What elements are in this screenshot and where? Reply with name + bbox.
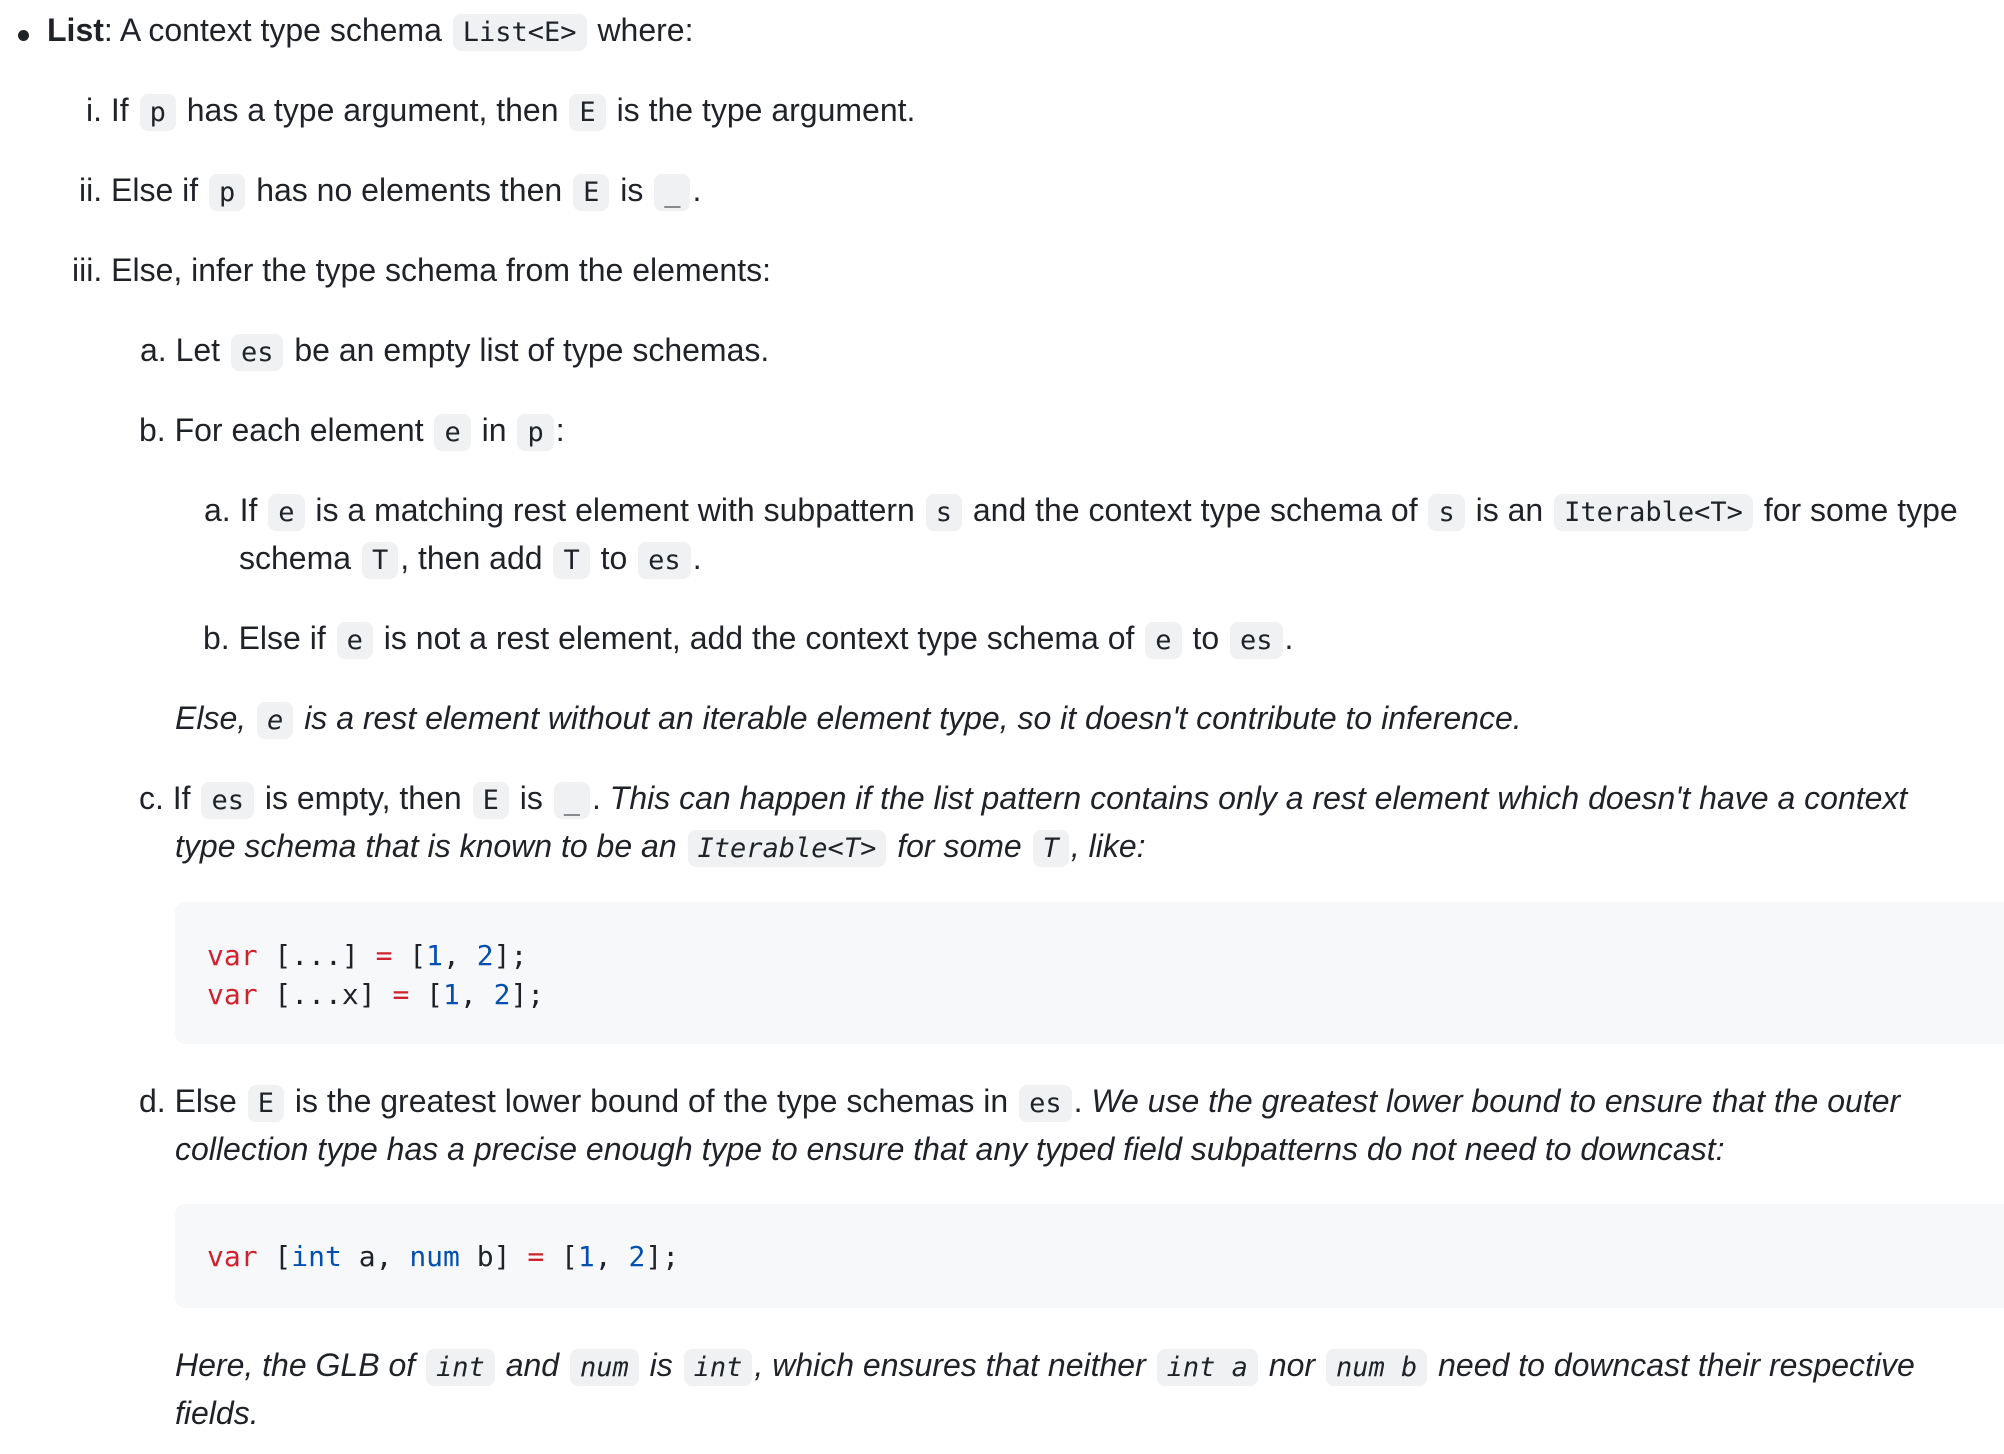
list-lead-text: : A context type schema [103, 12, 442, 48]
code-text: , [459, 978, 494, 1011]
text: is an [1475, 492, 1544, 528]
text: and [505, 1347, 560, 1383]
text: in [481, 412, 507, 448]
text: If [172, 780, 191, 816]
type-name: num [409, 1240, 460, 1273]
text: to [600, 540, 628, 576]
text: If [110, 92, 129, 128]
text: , which ensures that neither [754, 1347, 1146, 1383]
text: Let [175, 332, 221, 368]
code-iterable-t: Iterable<T> [1554, 494, 1753, 531]
code-t: T [553, 542, 589, 579]
code-e: E [569, 94, 605, 131]
code-block-rest-pattern [175, 902, 2004, 1044]
text: for some [897, 828, 1022, 864]
code-es: es [1019, 1085, 1072, 1122]
step-marker: b. [203, 620, 230, 656]
code-es: es [201, 782, 254, 819]
operator: = [527, 1240, 545, 1273]
code-text: [...x] [257, 978, 393, 1011]
step-ii [79, 166, 701, 217]
text: Else, infer the type schema from the elements: [111, 252, 771, 288]
code-iterable-t: Iterable<T> [688, 830, 887, 867]
nested-step-a-line1 [204, 486, 1958, 537]
code-text: [ [257, 1240, 292, 1273]
sub-step-c-line2 [175, 822, 1146, 873]
code-s: s [1428, 494, 1464, 531]
code-lines [207, 1237, 679, 1276]
code-text: [ [544, 1240, 578, 1273]
text: : [555, 412, 565, 448]
nested-step-b [203, 614, 1293, 665]
text: . [1284, 620, 1294, 656]
text: Else [174, 1083, 237, 1119]
text: . [692, 172, 702, 208]
code-p: p [517, 414, 553, 451]
text: is the greatest lower bound of the type schemas in [294, 1083, 1009, 1119]
code-text: , [594, 1240, 629, 1273]
step-marker: d. [139, 1083, 166, 1119]
number-literal: 1 [443, 978, 460, 1011]
number-literal: 1 [426, 939, 444, 972]
text: is [519, 780, 543, 816]
text: schema [239, 540, 352, 576]
code-e: e [1145, 622, 1181, 659]
text: need to downcast their respective [1438, 1347, 1915, 1383]
text: Here, the GLB of [175, 1347, 416, 1383]
sub-step-d-line2 [175, 1125, 1724, 1173]
code-e: e [268, 494, 304, 531]
text: nor [1268, 1347, 1316, 1383]
type-name: int [291, 1240, 342, 1273]
step-i [86, 86, 915, 137]
code-int: int [426, 1349, 495, 1386]
text: collection type has a precise enough type to ensure that any typed field subpatterns do not need to downcast: [175, 1131, 1725, 1167]
keyword: var [207, 1240, 258, 1273]
code-int: int [684, 1349, 753, 1386]
text: type schema that is known to be an [175, 828, 677, 864]
code-underscore: _ [654, 174, 690, 211]
code-es: es [638, 542, 691, 579]
text: Else if [111, 172, 199, 208]
keyword: var [207, 978, 258, 1011]
code-e: e [257, 702, 293, 739]
code-text: [ [409, 978, 444, 1011]
code-num: num [570, 1349, 639, 1386]
code-list-e: List<E> [453, 14, 587, 51]
keyword: var [207, 939, 258, 972]
step-marker: c. [139, 780, 164, 816]
code-t: T [362, 542, 398, 579]
sub-step-a [140, 326, 769, 377]
number-literal: 2 [493, 978, 511, 1011]
code-text: [ [392, 939, 427, 972]
code-e: E [473, 782, 509, 819]
number-literal: 2 [476, 939, 494, 972]
code-p: p [209, 174, 245, 211]
text: be an empty list of type schemas. [294, 332, 770, 368]
code-text: , [443, 939, 477, 972]
code-num-b: num b [1326, 1349, 1427, 1386]
text: is [649, 1347, 673, 1383]
text: has a type argument, then [186, 92, 559, 128]
code-t: T [1033, 830, 1069, 867]
code-e: E [573, 174, 609, 211]
text: and the context type schema of [972, 492, 1418, 528]
number-literal: 2 [628, 1240, 646, 1273]
text: for some type [1763, 492, 1958, 528]
text: is [620, 172, 644, 208]
code-lines [207, 936, 544, 1014]
text: This can happen if the list pattern contains only a rest element which doesn't have a context [609, 780, 1908, 816]
text: , then add [400, 540, 543, 576]
nested-step-a-line2 [239, 534, 702, 585]
text: , like: [1070, 828, 1146, 864]
code-es: es [1230, 622, 1283, 659]
text: is a matching rest element with subpattern [315, 492, 915, 528]
code-es: es [231, 334, 284, 371]
text: For each element [174, 412, 424, 448]
code-block-glb-example [175, 1204, 2004, 1308]
text: . [592, 780, 601, 816]
code-text: ]; [493, 939, 528, 972]
text: has no elements then [256, 172, 563, 208]
code-e: e [337, 622, 373, 659]
text: is empty, then [264, 780, 462, 816]
list-tail-text: where: [597, 12, 694, 48]
text: If [239, 492, 258, 528]
code-p: p [140, 94, 176, 131]
text: is not a rest element, add the context type schema of [383, 620, 1135, 656]
step-marker: a. [140, 332, 167, 368]
code-text: ]; [645, 1240, 680, 1273]
sub-step-b [139, 406, 565, 457]
sub-step-c-line1 [139, 774, 1907, 825]
glb-note-line2 [175, 1389, 259, 1437]
code-text: b] [459, 1240, 528, 1273]
list-item-line [47, 6, 693, 57]
code-underscore: _ [554, 782, 590, 819]
text: Else, [175, 700, 247, 736]
sub-step-d-line1 [139, 1077, 1900, 1128]
number-literal: 1 [577, 1240, 595, 1273]
text: We use the greatest lower bound to ensure that the outer [1091, 1083, 1901, 1119]
code-text: a, [341, 1240, 410, 1273]
step-iii [72, 246, 771, 294]
code-text: [...] [257, 939, 376, 972]
step-marker: b. [139, 412, 166, 448]
glb-note-line1 [175, 1341, 1915, 1392]
step-marker: i. [86, 92, 102, 128]
code-int-a: int a [1157, 1349, 1258, 1386]
step-marker: iii. [72, 252, 103, 288]
code-text: ]; [510, 978, 545, 1011]
else-note [175, 694, 1522, 745]
code-e: e [434, 414, 470, 451]
step-marker: a. [204, 492, 231, 528]
step-marker: ii. [79, 172, 103, 208]
text: Else if [238, 620, 326, 656]
text: is the type argument. [616, 92, 916, 128]
text: is a rest element without an iterable element type, so it doesn't contribute to inference. [304, 700, 1522, 736]
code-s: s [926, 494, 962, 531]
text: . [1073, 1083, 1083, 1119]
text: fields. [175, 1395, 259, 1431]
operator: = [392, 978, 410, 1011]
operator: = [375, 939, 393, 972]
text: to [1192, 620, 1220, 656]
text: . [692, 540, 702, 576]
list-bullet [18, 30, 29, 41]
code-e: E [248, 1085, 284, 1122]
list-label: List [47, 12, 104, 48]
